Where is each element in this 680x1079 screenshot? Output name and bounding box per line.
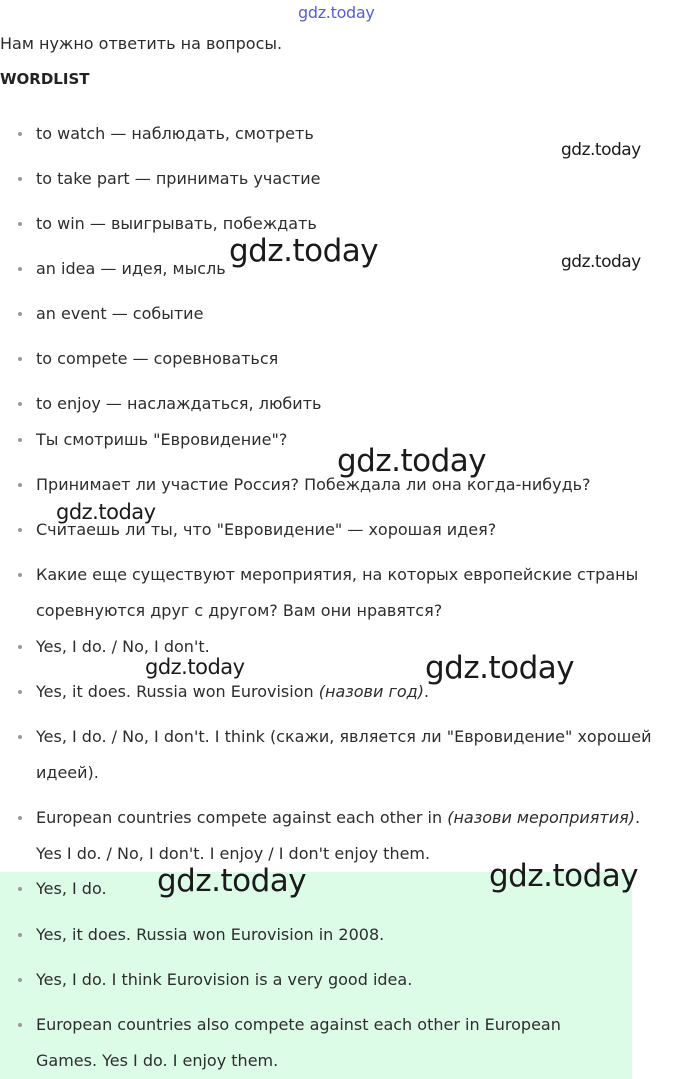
- watermark: gdz.today: [425, 650, 575, 686]
- watermark: gdz.today: [157, 863, 307, 899]
- watermark: gdz.today: [229, 233, 379, 269]
- wordlist-item: to enjoy — наслаждаться, любить: [36, 386, 666, 422]
- watermark: gdz.today: [489, 858, 639, 894]
- answer-item: Yes, I do.: [36, 871, 666, 907]
- answer-item: Yes, it does. Russia won Eurovision in 2008.: [36, 917, 666, 953]
- watermark: gdz.today: [337, 443, 487, 479]
- wordlist-item: an idea — идея, мысль: [36, 251, 666, 287]
- wordlist-item: to take part — принимать участие: [36, 161, 666, 197]
- wordlist-item: to watch — наблюдать, смотреть: [36, 116, 666, 152]
- template-text: European countries compete against each other in: [36, 808, 448, 827]
- watermark: gdz.today: [561, 252, 641, 272]
- template-item: Yes, I do. / No, I don't. I think (скажи, является ли "Евровидение" хорошей идеей).: [36, 719, 666, 791]
- wordlist-item: an event — событие: [36, 296, 666, 332]
- template-punct: .: [423, 682, 430, 701]
- site-link[interactable]: gdz.today: [298, 3, 375, 22]
- template-tail: . Yes I do. / No, I don't. I enjoy / I don't enjoy them.: [36, 808, 641, 863]
- answer-item: European countries also compete against each other in European Games. Yes I do. I enjoy them.: [36, 1007, 616, 1079]
- template-text: Yes, it does. Russia won Eurovision: [36, 682, 319, 701]
- wordlist-item: to win — выигрывать, побеждать: [36, 206, 666, 242]
- intro-text: Нам нужно ответить на вопросы.: [0, 34, 283, 53]
- question-item: Принимает ли участие Россия? Побеждала ли она когда-нибудь?: [36, 467, 666, 503]
- question-item: Ты смотришь "Евровидение"?: [36, 422, 666, 458]
- template-item: Yes, I do. / No, I don't.: [36, 629, 666, 665]
- watermark: gdz.today: [56, 500, 156, 524]
- wordlist-heading: WORDLIST: [0, 70, 90, 88]
- answer-item: Yes, I do. I think Eurovision is a very good idea.: [36, 962, 666, 998]
- template-hint: (назови год): [318, 682, 424, 701]
- question-item: Считаешь ли ты, что "Евровидение" — хорошая идея?: [36, 512, 666, 548]
- watermark: gdz.today: [561, 140, 641, 160]
- template-hint: (назови мероприятия): [447, 808, 636, 827]
- watermark: gdz.today: [145, 655, 245, 679]
- wordlist-item: to compete — соревноваться: [36, 341, 666, 377]
- question-item: Какие еще существуют мероприятия, на которых европейские страны соревнуются друг с другом? Вам они нравятся?: [36, 557, 656, 629]
